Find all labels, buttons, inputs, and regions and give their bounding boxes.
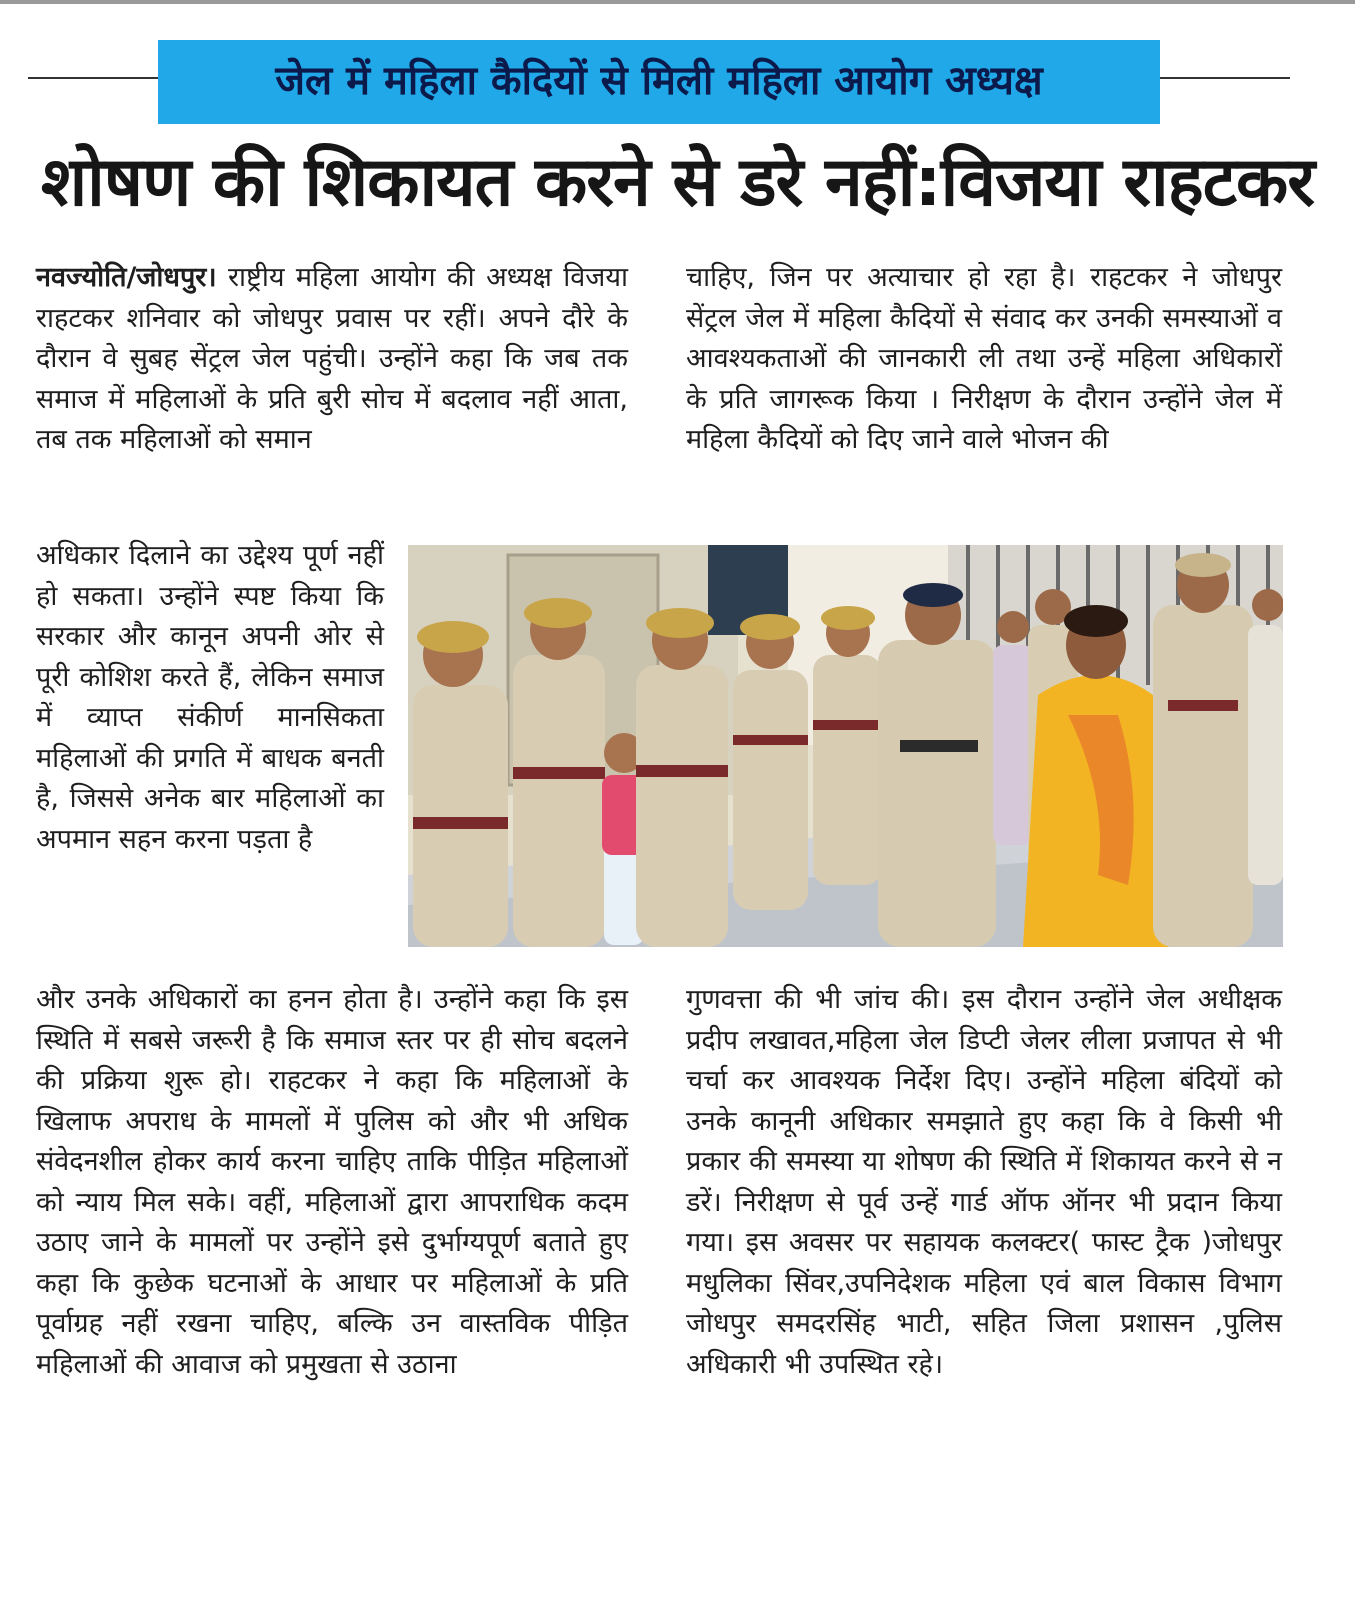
kicker-text: जेल में महिला कैदियों से मिली महिला आयोग अध्यक्ष — [275, 57, 1043, 104]
kicker-rule-left — [28, 77, 160, 79]
top-border — [0, 0, 1355, 4]
guard-of-honour-photo — [408, 545, 1283, 947]
column-1-bottom — [36, 980, 628, 1385]
column-1-top-text: राष्ट्रीय महिला आयोग की अध्यक्ष विजया राहटकर शनिवार को जोधपुर प्रवास पर रहीं। अपने दौरे के दौरान वे सुबह सेंट्रल जेल पहुंची। उन्होंने कहा कि जब तक समाज में महिलाओं के प्रति बुरी सोच में बदलाव नहीं आता, तब तक महिलाओं को समान — [36, 262, 628, 455]
kicker-rule-right — [1158, 77, 1290, 79]
headline: शोषण की शिकायत करने से डरे नहीं:विजया राहटकर — [40, 143, 1315, 222]
column-2-top-text: चाहिए, जिन पर अत्याचार हो रहा है। राहटकर ने जोधपुर सेंट्रल जेल में महिला कैदियों से संवाद कर उनकी समस्याओं व आवश्यकताओं की जानकारी ली तथा उन्हें महिला अधिकारों के प्रति जागरूक किया । निरीक्षण के दौरान उन्होंने जेल में महिला कैदियों को दिए जाने वाले भोजन की — [686, 262, 1282, 455]
column-1-wrap-text: अधिकार दिलाने का उद्देश्य पूर्ण नहीं हो सकता। उन्होंने स्पष्ट किया कि सरकार और कानून अपनी ओर से पूरी कोशिश करते हैं, लेकिन समाज में व्याप्त संकीर्ण मानसिकता महिलाओं की प्रगति में बाधक बनती है, जिससे अनेक बार महिलाओं का अपमान सहन करना पड़ता है — [36, 540, 384, 855]
column-2-top — [686, 258, 1282, 461]
kicker-banner — [158, 40, 1160, 124]
dateline: नवज्योति/जोधपुर। — [36, 262, 217, 293]
column-2-bottom — [686, 980, 1282, 1385]
column-1-wrap — [36, 536, 384, 860]
news-photo — [408, 545, 1283, 947]
column-1-bottom-text: और उनके अधिकारों का हनन होता है। उन्होंने कहा कि इस स्थिति में सबसे जरूरी है कि समाज स्तर पर ही सोच बदलने की प्रक्रिया शुरू हो। राहटकर ने कहा कि महिलाओं के खिलाफ अपराध के मामलों में पुलिस को और भी अधिक संवेदनशील होकर कार्य करना चाहिए ताकि पीड़ित महिलाओं को न्याय मिल सके। वहीं, महिलाओं द्वारा आपराधिक कदम उठाए जाने के मामलों पर उन्होंने इसे दुर्भाग्यपूर्ण बताते हुए कहा कि कुछेक घटनाओं के आधार पर महिलाओं के प्रति पूर्वाग्रह नहीं रखना चाहिए, बल्कि उन वास्तविक पीड़ित महिलाओं की आवाज को प्रमुखता से उठाना — [36, 984, 628, 1380]
column-2-bottom-text: गुणवत्ता की भी जांच की। इस दौरान उन्होंने जेल अधीक्षक प्रदीप लखावत,महिला जेल डिप्टी जेलर लीला प्रजापत से भी चर्चा कर आवश्यक निर्देश दिए। उन्होंने महिला बंदियों को उनके कानूनी अधिकार समझाते हुए कहा कि वे किसी भी प्रकार की समस्या या शोषण की स्थिति में शिकायत करने से न डरें। निरीक्षण से पूर्व उन्हें गार्ड ऑफ ऑनर भी प्रदान किया गया। इस अवसर पर सहायक कलक्टर( फास्ट ट्रैक )जोधपुर मधुलिका सिंवर,उपनिदेशक महिला एवं बाल विकास विभाग जोधपुर समदरसिंह भाटी, सहित जिला प्रशासन ,पुलिस अधिकारी भी उपस्थित रहे। — [686, 984, 1282, 1380]
column-1-top — [36, 258, 628, 461]
